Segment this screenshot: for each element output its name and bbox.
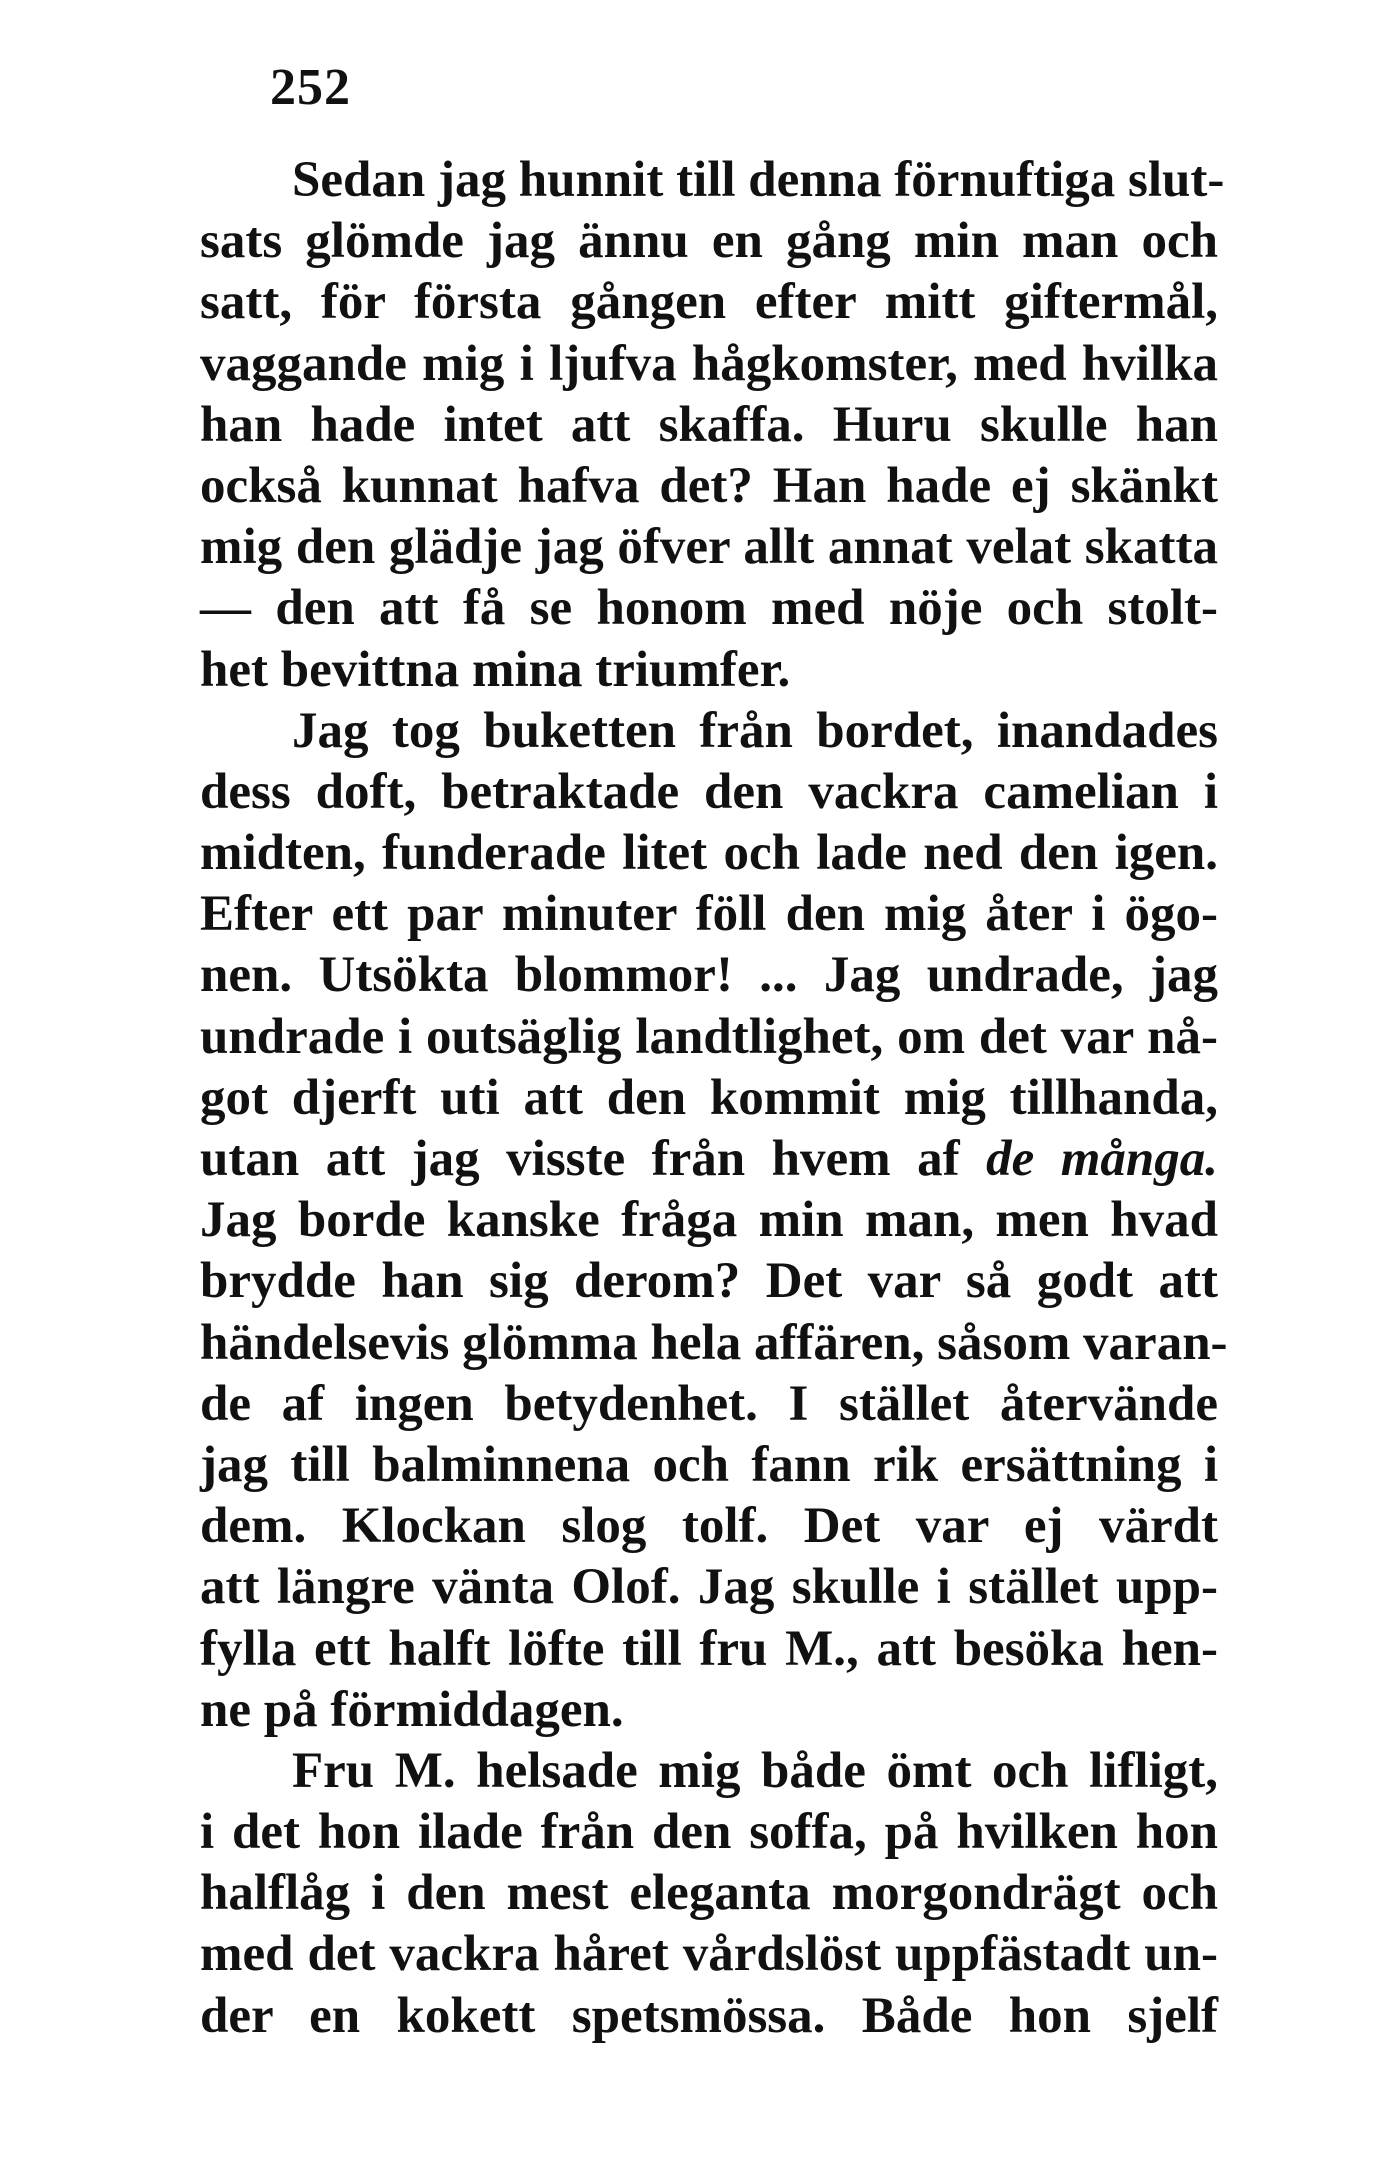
text-segment: utan att jag visste från hvem af bbox=[200, 1131, 960, 1187]
text-line: midten, funderade litet och lade ned den igen. bbox=[200, 825, 1218, 882]
text-line-with-emphasis bbox=[200, 1129, 1218, 1190]
text-line: fylla ett halft löfte till fru M., att besöka hen- bbox=[200, 1620, 1218, 1677]
text-line: dess doft, betraktade den vackra camelian i bbox=[200, 763, 1218, 820]
body-text bbox=[200, 150, 1228, 2047]
page-number: 252 bbox=[270, 59, 351, 116]
text-line: satt, för första gången efter mitt giftermål, bbox=[200, 274, 1218, 331]
text-line: händelsevis glömma hela affären, såsom varan- bbox=[200, 1314, 1228, 1371]
text-line: het bevittna mina triumfer. bbox=[200, 641, 791, 698]
text-line: ne på förmiddagen. bbox=[200, 1681, 624, 1738]
text-line: got djerft uti att den kommit mig tillhanda, bbox=[200, 1069, 1218, 1126]
text-line: jag till balminnena och fann rik ersättning i bbox=[200, 1436, 1218, 1493]
text-line: Jag tog buketten från bordet, inandades bbox=[292, 702, 1218, 759]
text-line: att längre vänta Olof. Jag skulle i stället upp- bbox=[200, 1559, 1218, 1616]
text-line: Fru M. helsade mig både ömt och lifligt, bbox=[292, 1742, 1218, 1799]
text-line: undrade i outsäglig landtlighet, om det var nå- bbox=[200, 1008, 1218, 1065]
text-line: med det vackra håret vårdslöst uppfästadt un- bbox=[200, 1926, 1218, 1983]
text-line: de af ingen betydenhet. I stället återvände bbox=[200, 1375, 1218, 1432]
text-line: sats glömde jag ännu en gång min man och bbox=[200, 213, 1218, 270]
text-line: Jag borde kanske fråga min man, men hvad bbox=[200, 1192, 1218, 1249]
text-line: halflåg i den mest eleganta morgondrägt och bbox=[200, 1865, 1218, 1922]
text-line: — den att få se honom med nöje och stolt- bbox=[200, 580, 1218, 637]
text-line: i det hon ilade från den soffa, på hvilken hon bbox=[200, 1804, 1218, 1861]
text-line: der en kokett spetsmössa. Både hon sjelf bbox=[200, 1987, 1218, 2044]
emphasis-text: de många. bbox=[986, 1131, 1218, 1187]
text-line: vaggande mig i ljufva hågkomster, med hvilka bbox=[200, 335, 1218, 392]
text-line: dem. Klockan slog tolf. Det var ej värdt bbox=[200, 1498, 1218, 1555]
text-line: nen. Utsökta blommor! ... Jag undrade, jag bbox=[200, 947, 1218, 1004]
text-line: också kunnat hafva det? Han hade ej skänkt bbox=[200, 457, 1218, 514]
text-line: brydde han sig derom? Det var så godt att bbox=[200, 1253, 1218, 1310]
text-line: Sedan jag hunnit till denna förnuftiga slut- bbox=[292, 152, 1225, 208]
text-line: han hade intet att skaffa. Huru skulle han bbox=[200, 396, 1218, 453]
text-line: Efter ett par minuter föll den mig åter i ögo- bbox=[200, 886, 1218, 943]
text-line: mig den glädje jag öfver allt annat velat skatta bbox=[200, 519, 1218, 576]
